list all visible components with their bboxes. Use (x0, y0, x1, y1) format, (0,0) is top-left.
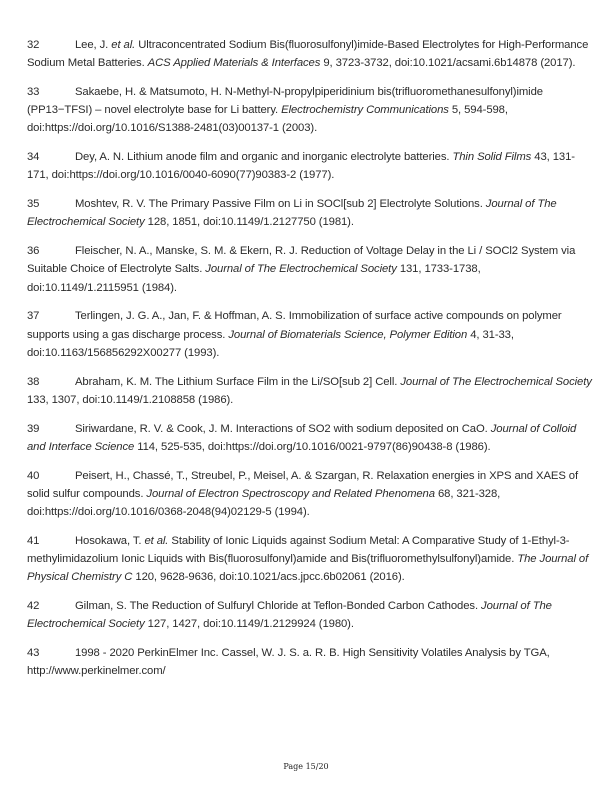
reference-journal: ACS Applied Materials & Interfaces (147, 57, 321, 70)
reference-number: 32 (27, 39, 40, 51)
reference-number: 41 (27, 534, 40, 547)
reference-details: 127, 1427, doi:10.1149/1.2129924 (1980). (144, 618, 354, 631)
reference-text: Terlingen, J. G. A., Jan, F. & Hoffman, A. S. Immobilization of surface active compounds on polymer supports using a gas discharge process. (27, 310, 562, 341)
reference-details: 133, 1307, doi:10.1149/1.2108858 (1986). (27, 393, 234, 406)
reference-number: 33 (27, 86, 40, 98)
reference-journal: Journal of The Electrochemical Society (27, 198, 557, 229)
reference-number: 37 (27, 310, 40, 323)
reference-item (27, 532, 592, 587)
reference-number: 40 (27, 469, 40, 482)
reference-details: 120, 9628-9636, doi:10.1021/acs.jpcc.6b02061 (2016). (132, 571, 405, 584)
reference-text: Peisert, H., Chassé, T., Streubel, P., Meisel, A. & Szargan, R. Relaxation energies in XPS and XAES of solid sulfur compounds. (27, 469, 579, 500)
reference-item (27, 373, 592, 409)
reference-text: Moshtev, R. V. The Primary Passive Film on Li in SOCl[sub 2] Electrolyte Solutions. (75, 198, 486, 211)
reference-item (27, 467, 592, 522)
reference-journal: Journal of The Electrochemical Society (205, 263, 397, 276)
reference-details: 43, 131-171, doi:https://doi.org/10.1016/0040-6090(77)90383-2 (1977). (27, 151, 575, 182)
reference-text: Abraham, K. M. The Lithium Surface Film in the Li/SO[sub 2] Cell. (75, 375, 401, 388)
reference-item (27, 644, 592, 680)
reference-journal: Journal of Electron Spectroscopy and Related Phenomena (146, 487, 435, 500)
reference-etal: et al. (111, 39, 136, 51)
reference-number: 43 (27, 647, 40, 660)
reference-authors: Lee, J. (75, 39, 112, 51)
reference-details: 128, 1851, doi:10.1149/1.2127750 (1981). (144, 216, 354, 229)
reference-item (27, 597, 592, 633)
reference-number: 35 (27, 198, 40, 211)
page-number: Page 15/20 (283, 762, 329, 771)
reference-text: Gilman, S. The Reduction of Sulfuryl Chloride at Teflon-Bonded Carbon Cathodes. (75, 600, 482, 613)
reference-text: Fleischer, N. A., Manske, S. M. & Ekern, R. J. Reduction of Voltage Delay in the Li / SOCl2 System via Suitable Choice of Electrolyte Salts. (27, 245, 576, 276)
reference-title: Ultraconcentrated Sodium Bis(fluorosulfonyl)imide-Based Electrolytes for High-Performance Sodium Metal Batteries. (27, 39, 589, 70)
reference-item (27, 83, 592, 138)
reference-journal: Thin Solid Films (452, 151, 532, 164)
reference-text: Siriwardane, R. V. & Cook, J. M. Interactions of SO2 with sodium deposited on CaO. (75, 422, 491, 435)
reference-authors: Hosokawa, T. (75, 534, 145, 547)
reference-number: 34 (27, 151, 40, 164)
reference-journal: The Journal of Physical Chemistry C (27, 553, 589, 584)
reference-item (27, 36, 592, 72)
reference-item (27, 148, 592, 184)
reference-number: 36 (27, 245, 40, 258)
reference-etal: et al. (144, 534, 169, 547)
reference-details: 131, 1733-1738, doi:10.1149/1.2115951 (1984). (27, 263, 481, 294)
reference-title: Stability of Ionic Liquids against Sodium Metal: A Comparative Study of 1-Ethyl-3-methylimidazolium Ionic Liquids with Bis(fluorosulfonyl)amide and Bis(trifluoromethylsulfonyl)amide. (27, 534, 570, 566)
reference-number: 39 (27, 422, 40, 435)
reference-item (27, 242, 592, 297)
reference-details: 5, 594-598, doi:https://doi.org/10.1016/S1388-2481(03)00137-1 (2003). (27, 104, 508, 135)
reference-item (27, 307, 592, 362)
reference-number: 42 (27, 600, 40, 613)
reference-text: 1998 - 2020 PerkinElmer Inc. Cassel, W. J. S. a. R. B. High Sensitivity Volatiles Analysis by TGA, http://www.perkinelmer.com/ (27, 647, 550, 678)
reference-number: 38 (27, 375, 40, 388)
reference-details: 114, 525-535, doi:https://doi.org/10.1016/0021-9797(86)90438-8 (1986). (134, 440, 491, 453)
reference-text: Dey, A. N. Lithium anode film and organic and inorganic electrolyte batteries. (75, 151, 453, 164)
reference-text: Sakaebe, H. & Matsumoto, H. N-Methyl-N-propylpiperidinium bis(trifluoromethanesulfonyl)imide (PP13−TFSI) – novel electrolyte base for Li battery. (27, 86, 543, 117)
reference-journal: Journal of The Electrochemical Society (27, 600, 552, 631)
reference-journal: Journal of The Electrochemical Society (400, 375, 592, 388)
reference-journal: Journal of Colloid and Interface Science (27, 422, 577, 453)
reference-item (27, 420, 592, 456)
reference-list (27, 36, 592, 691)
reference-details: 68, 321-328, doi:https://doi.org/10.1016/0368-2048(94)02129-5 (1994). (27, 487, 501, 519)
reference-details: 4, 31-33, doi:10.1163/156856292X00277 (1993). (27, 328, 514, 359)
reference-journal: Electrochemistry Communications (281, 104, 449, 117)
reference-item (27, 195, 592, 231)
reference-details: 9, 3723-3732, doi:10.1021/acsami.6b14878 (2017). (320, 57, 576, 70)
reference-journal: Journal of Biomaterials Science, Polymer Edition (228, 328, 468, 341)
